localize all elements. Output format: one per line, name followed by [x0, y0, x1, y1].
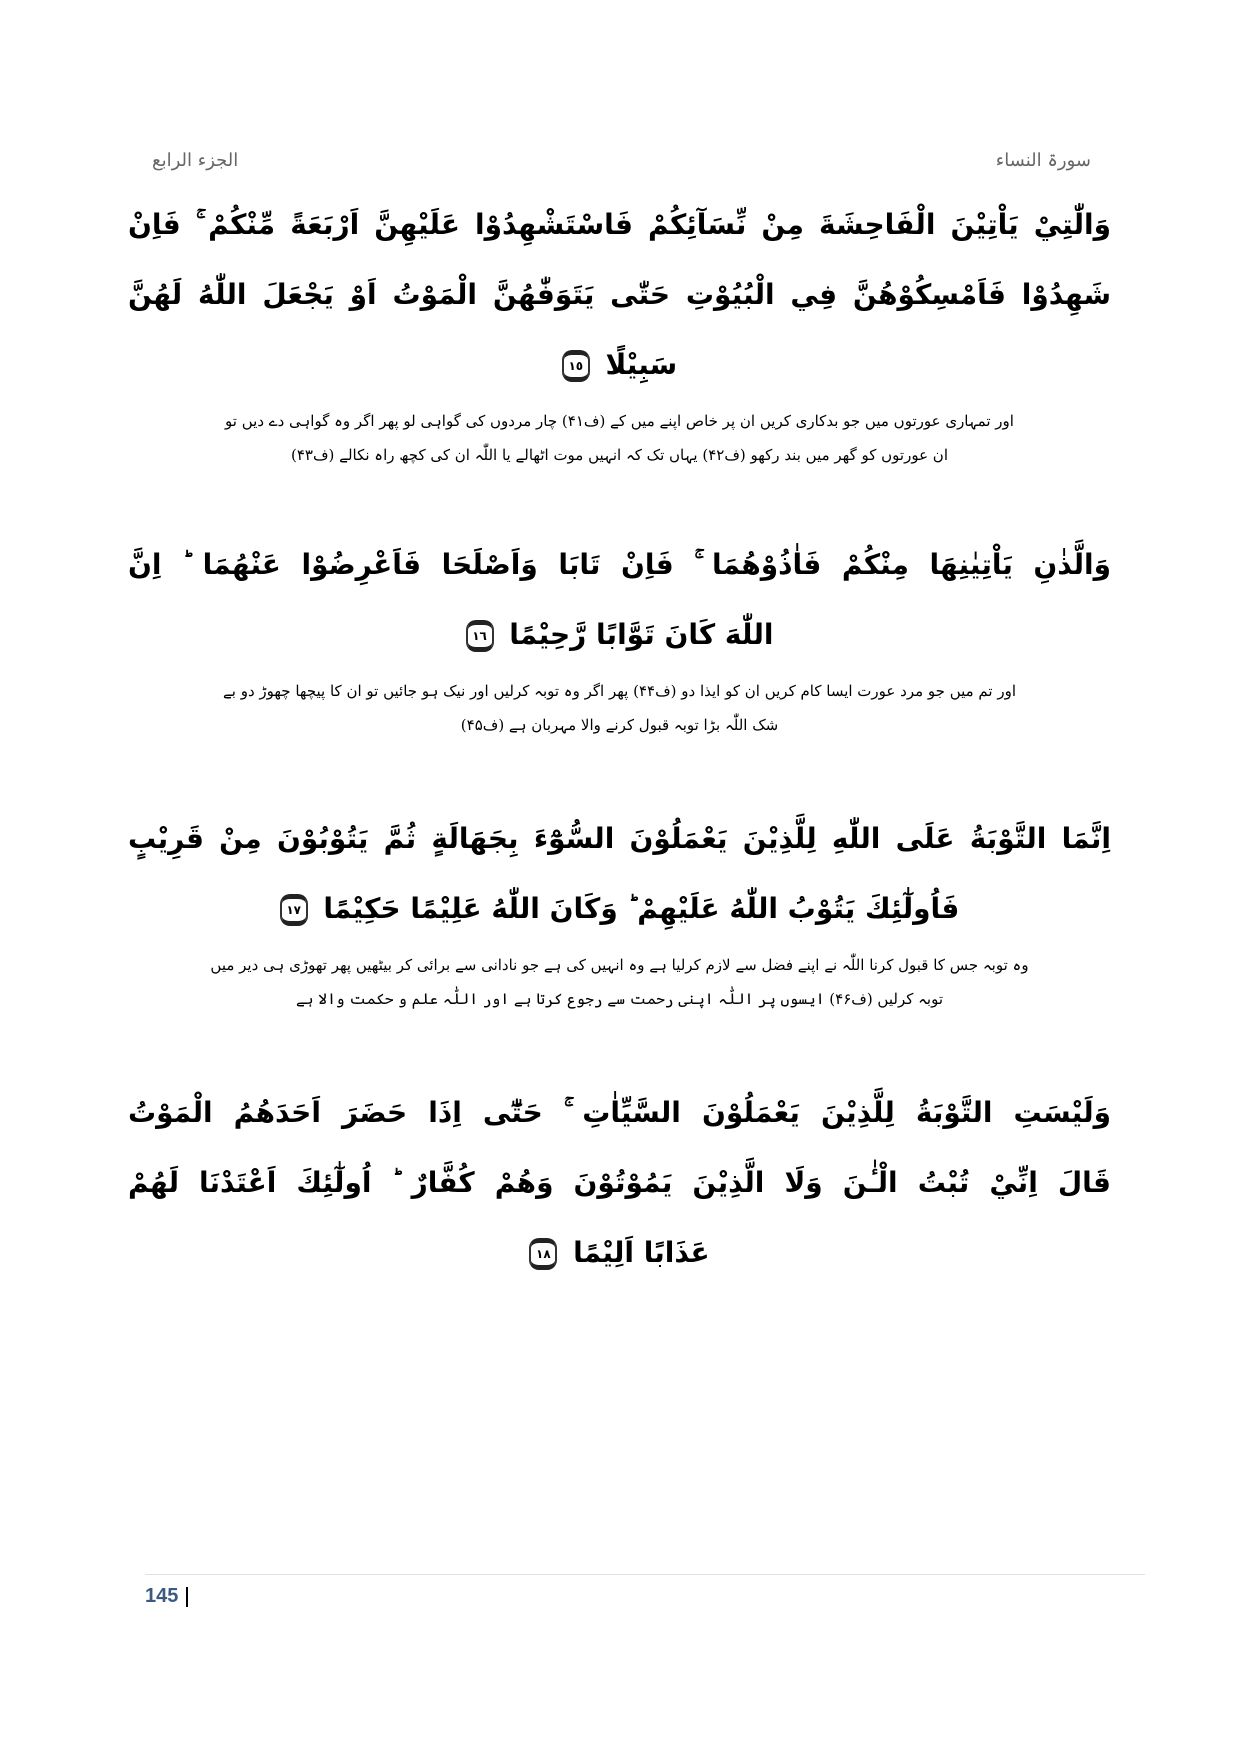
- arabic-line: وَالَّذٰنِ يَاْتِيٰنِهَا مِنْكُمْ فَاٰذُوْهُمَا ۚ فَاِنْ تَابَا وَاَصْلَحَا فَاَعْرِضُوْا عَنْهُمَا ؕ اِنَّ: [128, 548, 1111, 581]
- page-number: [145, 1585, 1145, 1608]
- arabic-line: قَالَ اِنِّيْ تُبْتُ الْـٰٔنَ وَلَا الَّذِيْنَ يَمُوْتُوْنَ وَهُمْ كُفَّارٌ ؕ اُولٰٓئِكَ اَعْتَدْنَا لَهُمْ: [128, 1166, 1111, 1199]
- surah-title: سورۃ النساء: [995, 149, 1091, 171]
- arabic-line: وَالّٰتِيْ يَاْتِيْنَ الْفَاحِشَةَ مِنْ نِّسَآئِكُمْ فَاسْتَشْهِدُوْا عَلَيْهِنَّ اَرْبَعَةً مِّنْكُمْ ۚ فَاِنْ: [128, 208, 1111, 241]
- arabic-text: عَذَابًا اَلِيْمًا: [573, 1236, 710, 1269]
- translation-line: ان عورتوں کو گھر میں بند رکھو (ف۴۲) یہاں تک کہ انہیں موت اٹھالے یا اللّٰہ ان کی کچھ راہ نکالے (ف۴۳): [291, 446, 948, 464]
- arabic-line-last: [128, 1218, 1111, 1288]
- arabic-line: اِنَّمَا التَّوْبَةُ عَلَى اللّٰهِ لِلَّذِيْنَ يَعْمَلُوْنَ السُّوْٓءَ بِجَهَالَةٍ ثُمَّ يَتُوْبُوْنَ مِنْ قَرِيْبٍ: [128, 822, 1111, 855]
- arabic-line-last: [128, 600, 1111, 670]
- page-separator: [186, 1587, 188, 1607]
- page-header: [152, 140, 1091, 180]
- footer-divider: [145, 1574, 1145, 1575]
- translation-line: وہ توبہ جس کا قبول کرنا اللّٰہ نے اپنے فضل سے لازم کرلیا ہے وہ انہیں کی ہے جو نادانی سے برائی کر بیٹھیں پھر تھوڑی ہی دیر میں: [210, 956, 1029, 974]
- urdu-translation: [128, 404, 1111, 472]
- urdu-translation: [128, 674, 1111, 742]
- juz-title: الجزء الرابع: [152, 149, 239, 171]
- arabic-line-last: [128, 330, 1111, 400]
- urdu-translation: [128, 948, 1111, 1016]
- arabic-text: سَبِيْلًا: [605, 348, 678, 381]
- ayah-section-18: [128, 1078, 1111, 1288]
- ayah-number-marker: ١٥: [562, 350, 590, 382]
- ayah-number-marker: ١٧: [280, 894, 308, 926]
- ayah-number-marker: ١٦: [466, 620, 494, 652]
- translation-line: شک اللّٰہ بڑا توبہ قبول کرنے والا مہربان ہے (ف۴۵): [460, 716, 779, 734]
- ayah-section-17: [128, 804, 1111, 1016]
- translation-line: اور تم میں جو مرد عورت ایسا کام کریں ان کو ایذا دو (ف۴۴) پھر اگر وہ توبہ کرلیں اور نیک ہو جائیں تو ان کا پیچھا چھوڑ دو بے: [222, 682, 1017, 700]
- page-footer: [145, 1574, 1145, 1608]
- translation-line: توبہ کرلیں (ف۴۶) ایسوں پر اللّٰہ اپنی رحمت سے رجوع کرتا ہے اور اللّٰہ علم و حکمت والا ہے: [295, 990, 944, 1008]
- arabic-line: وَلَيْسَتِ التَّوْبَةُ لِلَّذِيْنَ يَعْمَلُوْنَ السَّيِّاٰتِ ۚ حَتّٰٓى اِذَا حَضَرَ اَحَدَهُمُ الْمَوْتُ: [128, 1096, 1111, 1129]
- arabic-line-last: [128, 874, 1111, 944]
- arabic-text: فَاُولٰٓئِكَ يَتُوْبُ اللّٰهُ عَلَيْهِمْ ؕ وَكَانَ اللّٰهُ عَلِيْمًا حَكِيْمًا: [323, 892, 960, 925]
- translation-line: اور تمہاری عورتوں میں جو بدکاری کریں ان پر خاص اپنے میں کے (ف۴۱) چار مردوں کی گواہی لو پھر اگر وہ گواہی دے دیں تو: [225, 412, 1014, 430]
- arabic-line: شَهِدُوْا فَاَمْسِكُوْهُنَّ فِي الْبُيُوْتِ حَتّٰى يَتَوَفّٰهُنَّ الْمَوْتُ اَوْ يَجْعَلَ اللّٰهُ لَهُنَّ: [128, 278, 1111, 311]
- ayah-number-marker: ١٨: [529, 1238, 557, 1270]
- ayah-section-15: [128, 190, 1111, 472]
- page-number-text: 145: [145, 1585, 179, 1607]
- arabic-text: اللّٰهَ كَانَ تَوَّابًا رَّحِيْمًا: [509, 618, 774, 651]
- ayah-section-16: [128, 530, 1111, 742]
